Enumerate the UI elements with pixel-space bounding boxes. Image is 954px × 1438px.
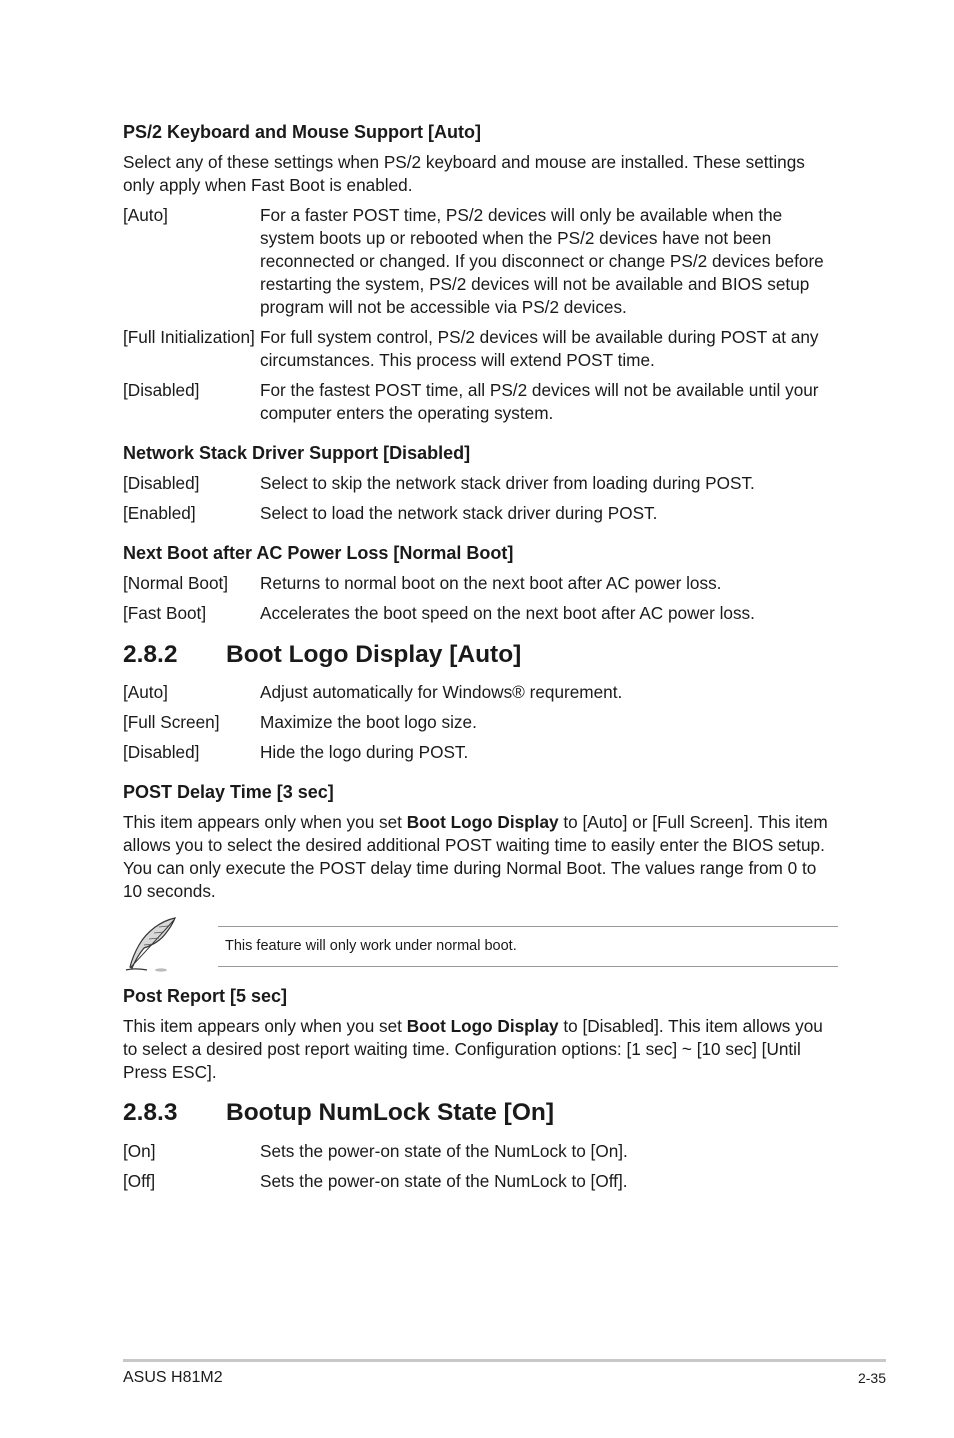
option-desc: Accelerates the boot speed on the next boot after AC power loss. bbox=[260, 603, 755, 623]
option-desc: Sets the power-on state of the NumLock to [On]. bbox=[260, 1141, 628, 1161]
option-desc: Maximize the boot logo size. bbox=[260, 712, 477, 732]
option-desc: For the fastest POST time, all PS/2 devices will not be available until your computer enters the operating system. bbox=[260, 380, 819, 423]
option-key: [On] bbox=[123, 1141, 156, 1161]
option-desc: Hide the logo during POST. bbox=[260, 742, 469, 762]
option-desc: For full system control, PS/2 devices will be available during POST at any circumstances. This process will extend POST time. bbox=[260, 327, 819, 370]
para-bold: Boot Logo Display bbox=[406, 1016, 559, 1036]
postdelay-heading: POST Delay Time [3 sec] bbox=[123, 782, 334, 802]
option-desc: For a faster POST time, PS/2 devices will only be available when the system boots up or rebooted when the PS/2 devices have not been reconnected or changed. If you disconnect or change PS/2 devices before restarting the system, PS/2 devices will not be available and BIOS setup program will not be accessible via PS/2 devices. bbox=[260, 205, 824, 317]
section-number: 2.8.2 bbox=[123, 641, 178, 668]
section-title: Boot Logo Display [Auto] bbox=[226, 641, 522, 668]
option-key: [Disabled] bbox=[123, 742, 200, 762]
option-desc: Sets the power-on state of the NumLock to [Off]. bbox=[260, 1171, 628, 1191]
option-key: [Full Initialization] bbox=[123, 327, 255, 347]
feather-pen-icon bbox=[123, 915, 181, 973]
option-key: [Off] bbox=[123, 1171, 156, 1191]
option-key: [Normal Boot] bbox=[123, 573, 229, 593]
network-heading: Network Stack Driver Support [Disabled] bbox=[123, 443, 471, 463]
option-desc: Select to load the network stack driver during POST. bbox=[260, 503, 658, 523]
para-text: to [Disabled]. This item allows you to select a desired post report waiting time. Configuration options: [1 sec] ~ [10 sec] [Until Press ESC]. bbox=[123, 1016, 823, 1082]
postreport-heading: Post Report [5 sec] bbox=[123, 986, 288, 1006]
section-title: Bootup NumLock State [On] bbox=[226, 1099, 555, 1126]
para-text: This item appears only when you set bbox=[123, 1016, 407, 1036]
option-key: [Disabled] bbox=[123, 473, 200, 493]
footer-page-number: 2-35 bbox=[857, 1370, 886, 1386]
para-text: to [Auto] or [Full Screen]. This item allows you to select the desired additional POST waiting time to easily enter the BIOS setup. You can only execute the POST delay time during Normal Boot. The values range from 0 to 10 seconds. bbox=[123, 812, 828, 901]
footer-product-name: ASUS H81M2 bbox=[123, 1369, 223, 1386]
postdelay-paragraph bbox=[123, 811, 838, 903]
ps2-heading: PS/2 Keyboard and Mouse Support [Auto] bbox=[123, 122, 482, 142]
option-desc: Select to skip the network stack driver from loading during POST. bbox=[260, 473, 755, 493]
ps2-intro: Select any of these settings when PS/2 keyboard and mouse are installed. These settings only apply when Fast Boot is enabled. bbox=[123, 152, 805, 195]
para-text: This item appears only when you set bbox=[123, 812, 407, 832]
section-number: 2.8.3 bbox=[123, 1099, 178, 1126]
option-key: [Full Screen] bbox=[123, 712, 220, 732]
postreport-paragraph bbox=[123, 1015, 838, 1084]
nextboot-heading: Next Boot after AC Power Loss [Normal Boot] bbox=[123, 543, 514, 563]
note-rule-box bbox=[218, 926, 838, 967]
para-bold: Boot Logo Display bbox=[406, 812, 559, 832]
option-key: [Auto] bbox=[123, 682, 168, 702]
note-text: This feature will only work under normal boot. bbox=[225, 938, 517, 954]
option-desc: Adjust automatically for Windows® requrement. bbox=[260, 682, 623, 702]
footer-divider bbox=[123, 1359, 886, 1362]
option-key: [Fast Boot] bbox=[123, 603, 207, 623]
option-key: [Auto] bbox=[123, 205, 168, 225]
option-desc: Returns to normal boot on the next boot after AC power loss. bbox=[260, 573, 722, 593]
option-key: [Disabled] bbox=[123, 380, 200, 400]
note-box bbox=[123, 915, 838, 975]
option-key: [Enabled] bbox=[123, 503, 196, 523]
